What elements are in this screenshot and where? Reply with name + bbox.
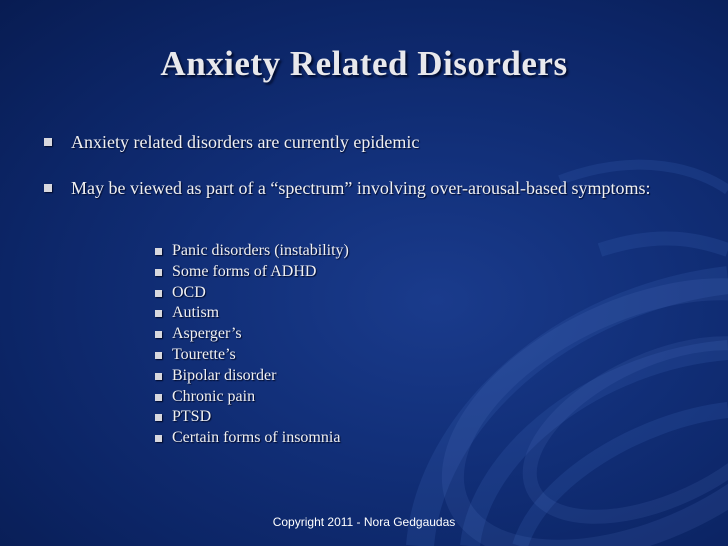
square-bullet-icon bbox=[155, 290, 162, 297]
bullet-text: May be viewed as part of a “spectrum” involving over-arousal-based symptoms: bbox=[71, 178, 651, 198]
bullet-text: Anxiety related disorders are currently epidemic bbox=[71, 132, 420, 152]
square-bullet-icon bbox=[155, 269, 162, 276]
square-bullet-icon bbox=[155, 310, 162, 317]
sub-list-item bbox=[155, 428, 349, 449]
main-bullet-list bbox=[42, 132, 662, 198]
copyright-footer: Copyright 2011 - Nora Gedgaudas bbox=[272, 515, 456, 529]
sub-item-text: Asperger’s bbox=[172, 325, 242, 343]
sub-item-text: Some forms of ADHD bbox=[172, 262, 317, 280]
square-bullet-icon bbox=[155, 414, 162, 421]
sub-item-text: Bipolar disorder bbox=[172, 366, 277, 384]
square-bullet-icon bbox=[155, 248, 162, 255]
sub-list-item bbox=[155, 407, 349, 428]
sub-item-text: Autism bbox=[172, 304, 220, 322]
sub-item-text: OCD bbox=[172, 283, 206, 301]
sub-item-text: Chronic pain bbox=[172, 387, 256, 405]
sub-item-text: Certain forms of insomnia bbox=[172, 429, 341, 447]
square-bullet-icon bbox=[44, 184, 52, 192]
square-bullet-icon bbox=[155, 435, 162, 442]
square-bullet-icon bbox=[155, 394, 162, 401]
sub-list-item bbox=[155, 366, 349, 387]
sub-item-text: PTSD bbox=[172, 408, 212, 426]
bullet-item bbox=[42, 132, 662, 152]
sub-list-item bbox=[155, 303, 349, 324]
sub-item-text: Panic disorders (instability) bbox=[172, 242, 349, 259]
square-bullet-icon bbox=[44, 138, 52, 146]
square-bullet-icon bbox=[155, 352, 162, 359]
square-bullet-icon bbox=[155, 373, 162, 380]
sub-list-item bbox=[155, 387, 349, 408]
sub-item-text: Tourette’s bbox=[172, 345, 236, 363]
sub-list-item bbox=[155, 283, 349, 304]
sub-list-item bbox=[155, 324, 349, 345]
bullet-item bbox=[42, 178, 662, 198]
square-bullet-icon bbox=[155, 331, 162, 338]
disorder-sub-list bbox=[155, 241, 349, 449]
sub-list-item bbox=[155, 241, 349, 262]
sub-list-item bbox=[155, 262, 349, 283]
slide-title: Anxiety Related Disorders bbox=[160, 44, 568, 83]
sub-list-item bbox=[155, 345, 349, 366]
